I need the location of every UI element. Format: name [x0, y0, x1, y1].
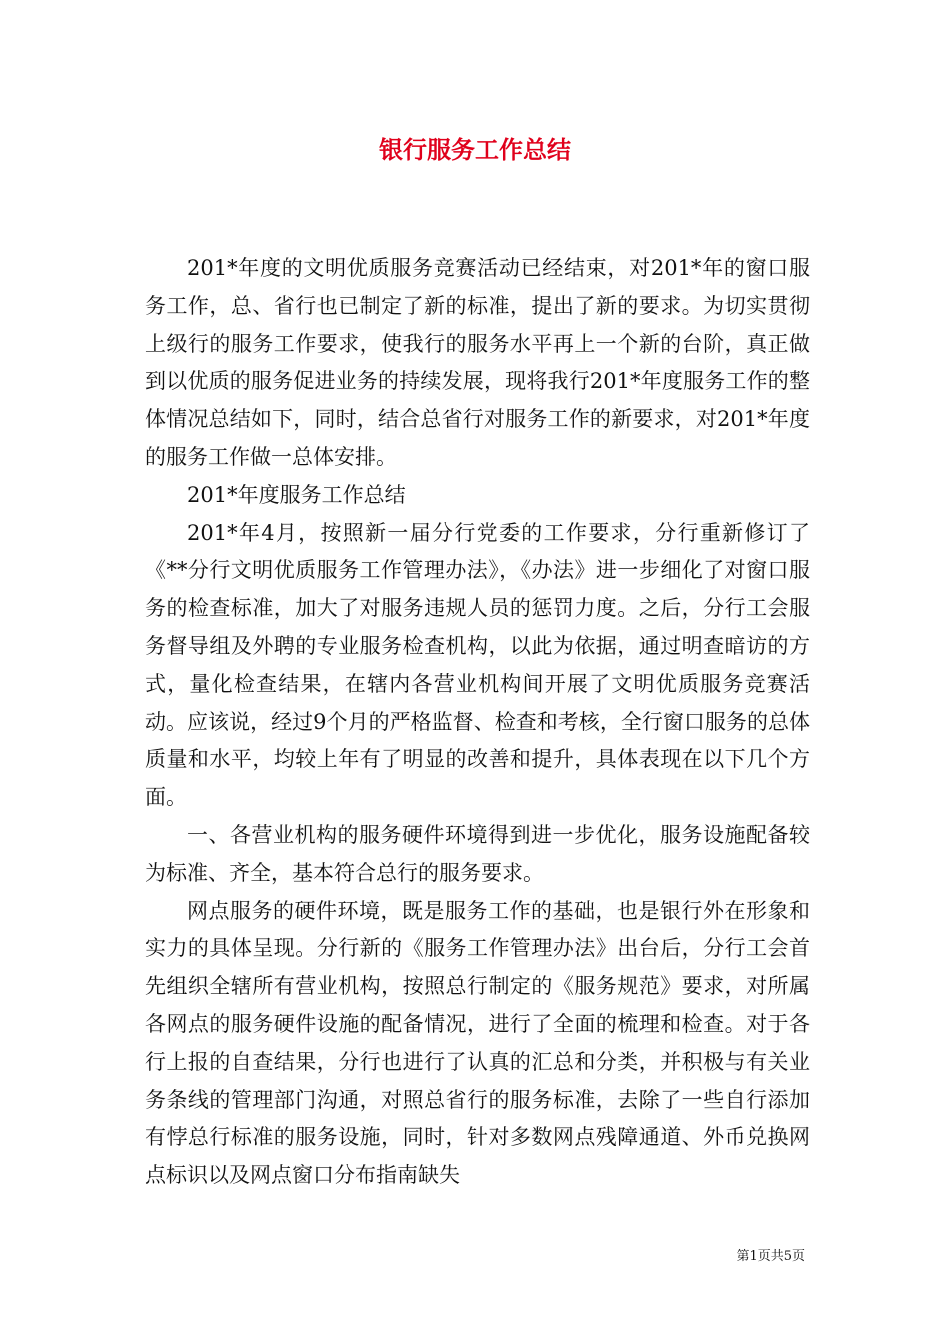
paragraph-point-one: 一、各营业机构的服务硬件环境得到进一步优化，服务设施配备较为标准、齐全，基本符合总行的服务要求。 [145, 822, 810, 885]
document-title: 银行服务工作总结 [379, 135, 571, 164]
document-body [145, 250, 810, 1195]
paragraph-intro: 201*年度的文明优质服务竞赛活动已经结束，对201*年的窗口服务工作，总、省行也已制定了新的标准，提出了新的要求。为切实贯彻上级行的服务工作要求，使我行的服务水平再上一个新的台阶，真正做到以优质的服务促进业务的持续发展，现将我行201*年度服务工作的整体情况总结如下，同时，结合总省行对服务工作的新要求，对201*年度的服务工作做一总体安排。 [145, 256, 810, 469]
paragraph-section-heading: 201*年度服务工作总结 [187, 482, 406, 507]
paragraph-hardware-environment: 网点服务的硬件环境，既是服务工作的基础，也是银行外在形象和实力的具体呈现。分行新的《服务工作管理办法》出台后，分行工会首先组织全辖所有营业机构，按照总行制定的《服务规范》要求，对所属各网点的服务硬件设施的配备情况，进行了全面的梳理和检查。对于各行上报的自查结果，分行也进行了认真的汇总和分类，并积极与有关业务条线的管理部门沟通，对照总省行的服务标准，去除了一些自行添加有悖总行标准的服务设施，同时，针对多数网点残障通道、外币兑换网点标识以及网点窗口分布指南缺失 [145, 898, 810, 1188]
page-number-footer: 第1页共5页 [736, 1249, 805, 1264]
paragraph-overview: 201*年4月，按照新一届分行党委的工作要求，分行重新修订了《**分行文明优质服务工作管理办法》，《办法》进一步细化了对窗口服务的检查标准，加大了对服务违规人员的惩罚力度。之后，分行工会服务督导组及外聘的专业服务检查机构，以此为依据，通过明查暗访的方式，量化检查结果，在辖内各营业机构间开展了文明优质服务竞赛活动。应该说，经过9个月的严格监督、检查和考核，全行窗口服务的总体质量和水平，均较上年有了明显的改善和提升，具体表现在以下几个方面。 [145, 520, 810, 810]
